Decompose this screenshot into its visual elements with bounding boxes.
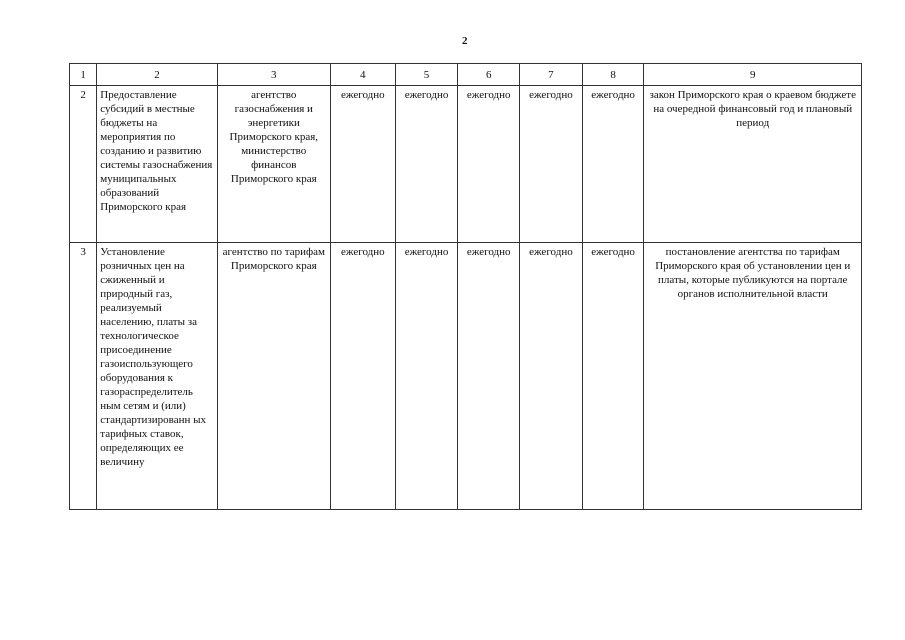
- table-row: [70, 243, 862, 510]
- period-cell-5: ежегодно: [395, 243, 458, 510]
- table-header-row: [70, 64, 862, 86]
- row-number: 3: [70, 243, 97, 510]
- period-cell-7: ежегодно: [520, 243, 583, 510]
- header-cell-5: 5: [395, 64, 458, 86]
- measures-table: [69, 63, 862, 510]
- period-cell-4: ежегодно: [330, 243, 395, 510]
- period-cell-8: ежегодно: [582, 243, 644, 510]
- period-cell-8: ежегодно: [582, 86, 644, 243]
- header-cell-4: 4: [330, 64, 395, 86]
- header-cell-3: 3: [217, 64, 330, 86]
- period-cell-7: ежегодно: [520, 86, 583, 243]
- period-cell-6: ежегодно: [458, 243, 520, 510]
- period-cell-6: ежегодно: [458, 86, 520, 243]
- row-number: 2: [70, 86, 97, 243]
- result-cell: закон Приморского края о краевом бюджете на очередной финансовый год и плановый период: [644, 86, 862, 243]
- measure-name: Установление розничных цен на сжиженный и природный газ, реализуемый населению, платы за технологическое присоединение газоиспользующего оборудования к газораспределитель ным сетям и (или) стандартизированн ых тарифных ставок, определяющих ее величину: [97, 243, 217, 510]
- header-cell-1: 1: [70, 64, 97, 86]
- header-cell-8: 8: [582, 64, 644, 86]
- table-row: [70, 86, 862, 243]
- header-cell-2: 2: [97, 64, 217, 86]
- period-cell-4: ежегодно: [330, 86, 395, 243]
- header-cell-7: 7: [520, 64, 583, 86]
- period-cell-5: ежегодно: [395, 86, 458, 243]
- page-number: 2: [462, 35, 468, 47]
- executor-cell: агентство по тарифам Приморского края: [217, 243, 330, 510]
- header-cell-6: 6: [458, 64, 520, 86]
- executor-cell: агентство газоснабжения и энергетики Приморского края, министерство финансов Приморского края: [217, 86, 330, 243]
- result-cell: постановление агентства по тарифам Приморского края об установлении цен и платы, которые публикуются на портале органов исполнительной власти: [644, 243, 862, 510]
- measure-name: Предоставление субсидий в местные бюджеты на мероприятия по созданию и развитию системы газоснабжения муниципальных образований Приморского края: [97, 86, 217, 243]
- header-cell-9: 9: [644, 64, 862, 86]
